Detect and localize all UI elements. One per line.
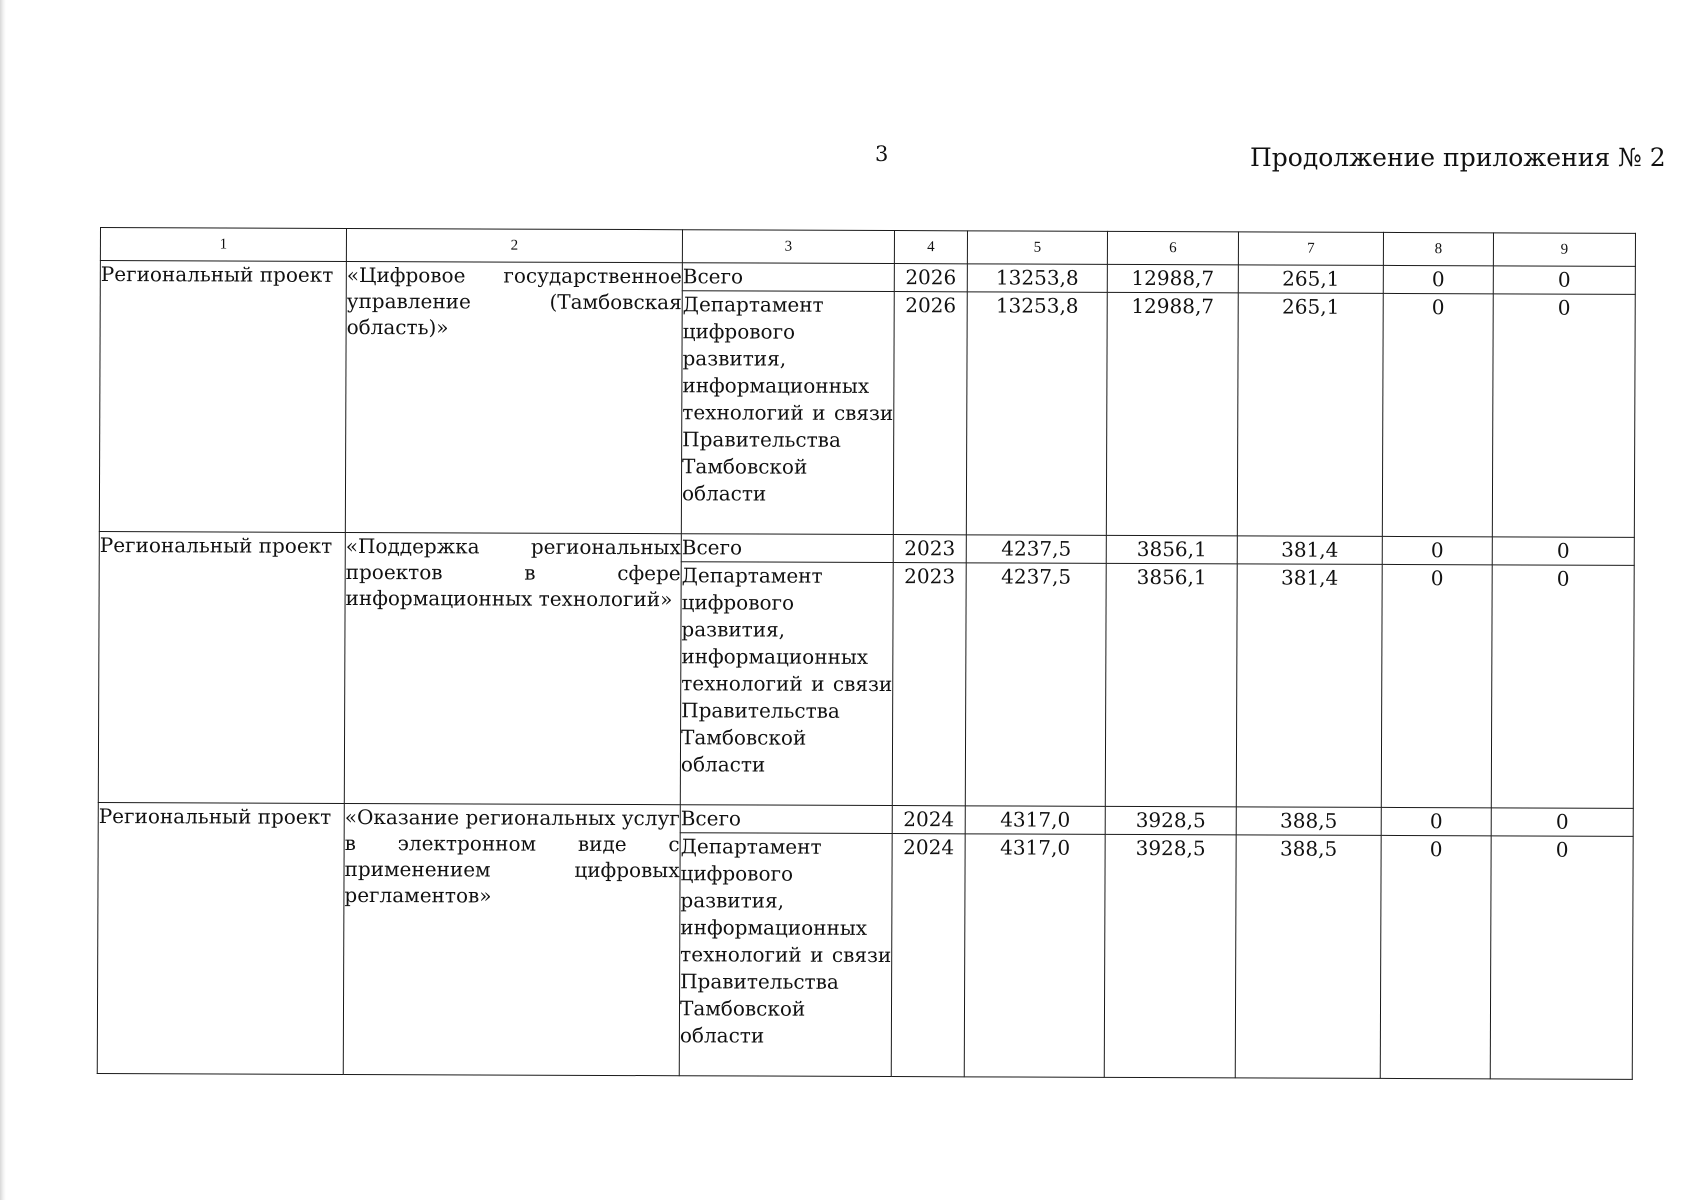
year-cell: 2024: [892, 806, 965, 834]
funding-source-cell: Всего: [682, 263, 894, 292]
year-cell: 2026: [894, 264, 967, 292]
project-name-cell: «Поддержка региональных проектов в сфере информационных технологий»: [344, 532, 681, 804]
table-row-total: [100, 261, 1635, 295]
column-header: 2: [346, 228, 682, 262]
value-cell: 388,5: [1236, 807, 1381, 836]
value-cell: 4317,0: [964, 834, 1105, 1078]
budget-table: [97, 227, 1636, 1080]
value-cell: 0: [1492, 537, 1634, 566]
value-cell: 0: [1383, 265, 1493, 293]
value-cell: 0: [1381, 807, 1491, 835]
funding-source-cell: Всего: [680, 805, 892, 834]
value-cell: 3928,5: [1104, 834, 1236, 1078]
project-type-cell: Региональный проект: [97, 802, 344, 1074]
value-cell: 4237,5: [966, 535, 1106, 564]
value-cell: 0: [1381, 564, 1492, 807]
funding-source-cell: Департамент цифрового развития, информационных технологий и связи Правительства Тамбовской области: [680, 562, 893, 806]
value-cell: 4237,5: [965, 563, 1106, 807]
value-cell: 388,5: [1235, 835, 1381, 1079]
project-type-cell: Региональный проект: [98, 531, 345, 803]
project-name-cell: «Цифровое государственное управление (Тамбовская область)»: [345, 261, 682, 533]
column-header: 4: [894, 231, 967, 264]
year-cell: 2026: [893, 292, 967, 535]
value-cell: 381,4: [1236, 564, 1382, 808]
value-cell: 0: [1382, 293, 1493, 536]
value-cell: 0: [1491, 808, 1633, 837]
value-cell: 0: [1382, 536, 1492, 564]
table-row-total: [98, 802, 1633, 836]
value-cell: 12988,7: [1106, 292, 1238, 536]
year-cell: 2024: [891, 834, 965, 1077]
column-header: 5: [967, 231, 1107, 265]
value-cell: 12988,7: [1107, 264, 1238, 293]
year-cell: 2023: [892, 563, 966, 806]
value-cell: 4317,0: [965, 806, 1105, 835]
value-cell: 0: [1492, 294, 1635, 538]
value-cell: 265,1: [1238, 265, 1383, 294]
value-cell: 3856,1: [1105, 563, 1237, 807]
column-header: 3: [682, 230, 894, 264]
value-cell: 3928,5: [1105, 806, 1236, 835]
funding-source-cell: Департамент цифрового развития, информационных технологий и связи Правительства Тамбовской области: [679, 833, 892, 1077]
project-name-cell: «Оказание региональных услуг в электронном виде с применением цифровых регламентов»: [343, 803, 680, 1075]
appendix-continuation-label: Продолжение приложения № 2: [1250, 143, 1666, 172]
value-cell: 0: [1490, 836, 1633, 1080]
year-cell: 2023: [893, 535, 966, 563]
value-cell: 3856,1: [1106, 535, 1237, 564]
value-cell: 13253,8: [966, 292, 1107, 536]
value-cell: 381,4: [1237, 536, 1382, 565]
column-header: 8: [1383, 232, 1493, 265]
value-cell: 265,1: [1237, 293, 1383, 537]
column-header: 7: [1238, 232, 1383, 266]
funding-source-cell: Всего: [681, 534, 893, 563]
value-cell: 0: [1380, 835, 1491, 1078]
project-type-cell: Региональный проект: [99, 261, 346, 533]
scan-edge-shadow: [0, 0, 6, 1200]
page-number: 3: [875, 142, 889, 166]
value-cell: 0: [1491, 565, 1634, 809]
column-header: 1: [100, 228, 346, 262]
value-cell: 0: [1493, 266, 1635, 295]
table-row-total: [99, 531, 1634, 565]
column-header: 6: [1107, 231, 1238, 265]
value-cell: 13253,8: [967, 264, 1107, 293]
funding-source-cell: Департамент цифрового развития, информационных технологий и связи Правительства Тамбовской области: [681, 291, 894, 535]
column-header: 9: [1493, 233, 1635, 267]
